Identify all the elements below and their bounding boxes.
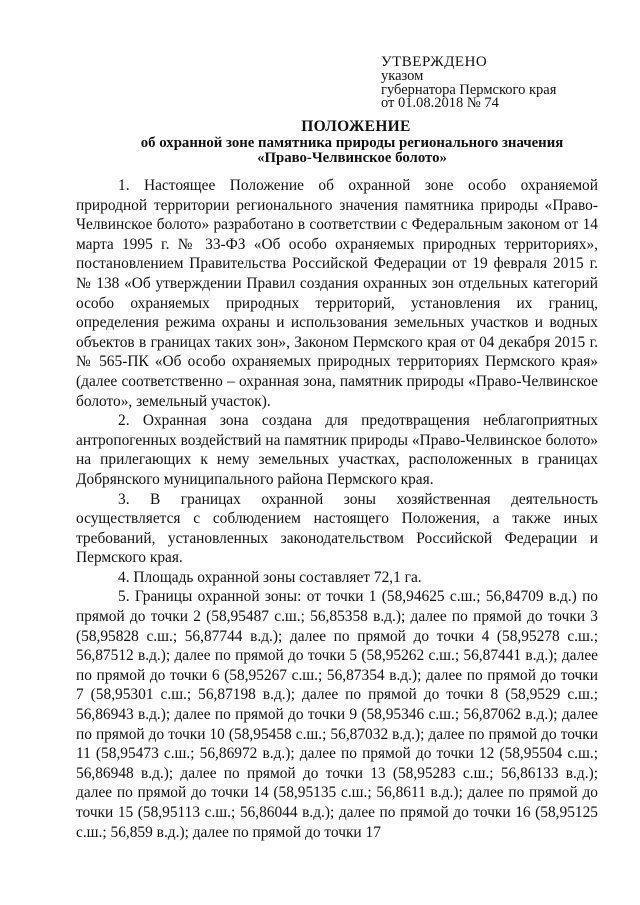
approval-line-date: от 01.08.2018 № 74: [381, 95, 499, 111]
document-subtitle: [72, 136, 632, 165]
document-title: ПОЛОЖЕНИЕ: [301, 118, 411, 135]
paragraph-3: 3. В границах охранной зоны хозяйственная деятельность осуществляется с соблюдением настоящего Положения, а также иных требований, установленных законодательством Российской Федерации и Пермского края.: [76, 490, 598, 567]
approval-line-decree: указом: [381, 68, 424, 84]
subtitle-line-2: «Право-Челвинское болото»: [257, 149, 447, 166]
paragraph-2: 2. Охранная зона создана для предотвращения неблагоприятных антропогенных воздействий на памятник природы «Право-Челвинское болото» на прилегающих к нему земельных участках, расположенных в границах Добрянского муниципального района Пермского края.: [76, 412, 598, 488]
subtitle-line-1: об охранной зоне памятника природы регионального значения: [140, 135, 564, 151]
paragraph-5: 5. Границы охранной зоны: от точки 1 (58,94625 с.ш.; 56,84709 в.д.) по прямой до точки 2 (58,95487 с.ш.; 56,85358 в.д.); далее по прямой до точки 3 (58,95828 с.ш.; 56,87744 в.д.); далее по прямой до точки 4 (58,95278 с.ш.; 56,87512 в.д.); далее по прямой до точки 5 (58,95262 с.ш.; 56,87441 в.д.); далее по прямой до точки 6 (58,95267 с.ш.; 56,87354 в.д.); далее по прямой до точки 7 (58,95301 с.ш.; 56,87198 в.д.); далее по прямой до точки 8 (58,9529 с.ш.; 56,86943 в.д.); далее по прямой до точки 9 (58,95346 с.ш.; 56,87062 в.д.); далее по прямой до точки 10 (58,95458 с.ш.; 56,87032 в.д.); далее по прямой до точки 11 (58,95473 с.ш.; 56,86972 в.д.); далее по прямой до точки 12 (58,95504 с.ш.; 56,86948 в.д.); далее по прямой до точки 13 (58,95283 с.ш.; 56,86133 в.д.); далее по прямой до точки 14 (58,95135 с.ш.; 56,8611 в.д.); далее по прямой до точки 15 (58,95113 с.ш.; 56,86044 в.д.); далее по прямой до точки 16 (58,95125 с.ш.; 56,859 в.д.); далее по прямой до точки 17: [76, 588, 598, 841]
paragraph-4: 4. Площадь охранной зоны составляет 72,1 га.: [118, 568, 422, 586]
document-body: [76, 176, 598, 842]
approval-stamp: [381, 54, 556, 111]
approval-title: УТВЕРЖДЕНО: [381, 54, 488, 70]
paragraph-1: 1. Настоящее Положение об охранной зоне особо охраняемой природной территории регионального значения памятника природы «Право-Челвинское болото» разработано в соответствии с Федеральным законом от 14 марта 1995 г. № 33-ФЗ «Об особо охраняемых природных территориях», постановлением Правительства Российской Федерации от 19 февраля 2015 г. № 138 «Об утверждении Правил создания охранных зон отдельных категорий особо охраняемых природных территорий, установления их границ, определения режима охраны и использования земельных участков и водных объектов в границах таких зон», Законом Пермского края от 04 декабря 2015 г. № 565-ПК «Об особо охраняемых природных территориях Пермского края» (далее соответственно – охранная зона, памятник природы «Право-Челвинское болото», земельный участок).: [76, 177, 598, 410]
approval-line-governor: губернатора Пермского края: [381, 81, 557, 98]
